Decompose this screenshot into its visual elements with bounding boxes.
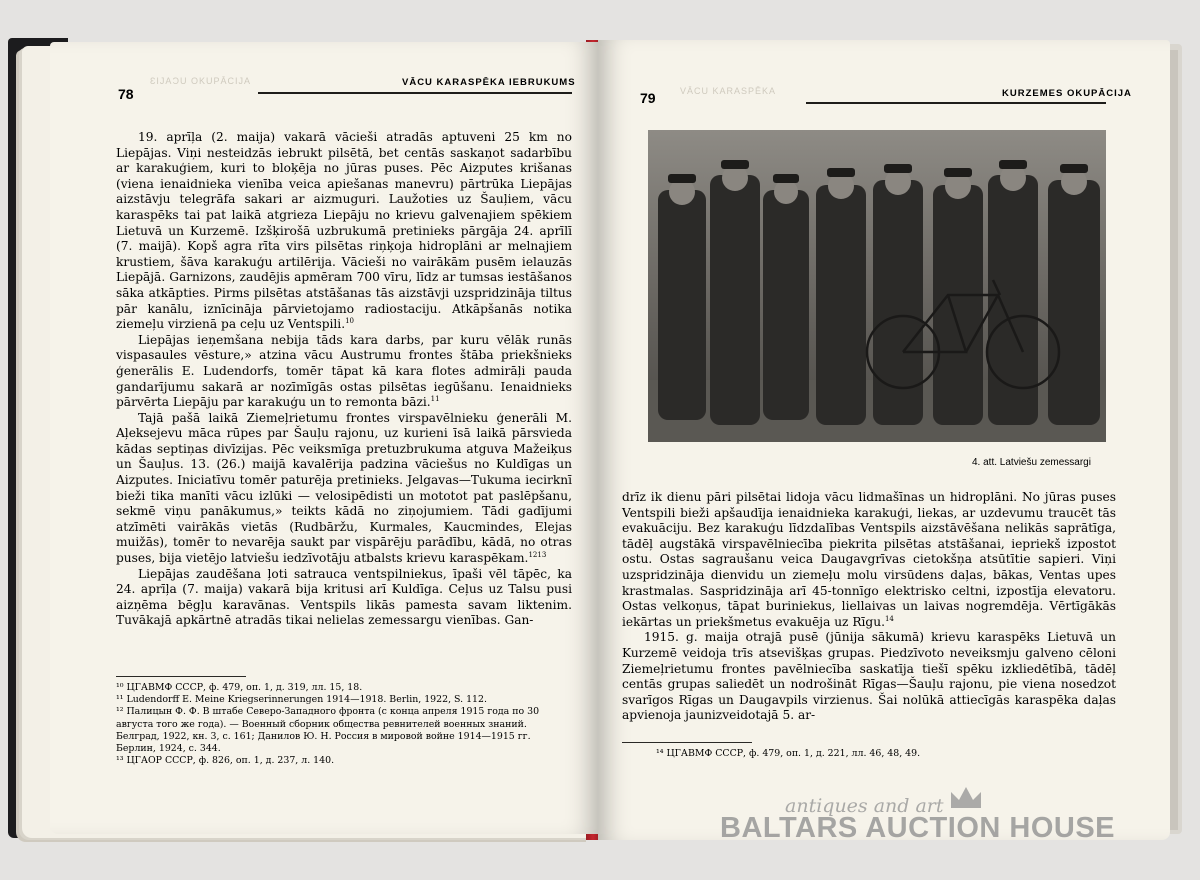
footnote: ¹⁰ ЦГАВМФ СССР, ф. 479, оп. 1, д. 319, лл. 15, 18. bbox=[116, 682, 363, 693]
show-through-text: VĀCU KARASPĒKA bbox=[680, 86, 777, 96]
left-running-title: VĀCU KARASPĒKA IEBRUKUMS bbox=[402, 77, 576, 88]
right-running-title: KURZEMES OKUPĀCIJA bbox=[1002, 88, 1132, 99]
footnote: ¹¹ Ludendorff E. Meine Kriegserinnerungen 1914—1918. Berlin, 1922, S. 112. bbox=[116, 694, 487, 706]
footnote-rule bbox=[622, 742, 752, 743]
figure-photo-soldiers bbox=[648, 130, 1106, 442]
footnote: ¹³ ЦГАОР СССР, ф. 826, оп. 1, д. 237, л. 140. bbox=[116, 755, 335, 767]
show-through-text: ƐIJAƆU OKUPĀCIJA bbox=[150, 76, 251, 86]
paragraph: 1915. g. maija otrajā pusē (jūnija sākumā) krievu karaspēks Lietuvā un Kurzemē veidoja trīs atsevišķas grupas. Piedzīvoto neveiksmju galveno cēloni Ziemeļrietumu frontes pavēlniecība saskatīja tiešī spēku izkliedētībā, tādēļ centās grupas saliedēt un nodrošināt Rīgas—Šauļu rajonu, pie viena nosedzot svarīgos Rīgas un Daugavpils virzienus. Šai nolūkā attiecīgās karaspēka daļas apvienoja jaunizveidotajā 5. ar- bbox=[622, 630, 1116, 723]
paragraph: Tajā pašā laikā Ziemeļrietumu frontes virspavēlnieku ģenerāli M. Aļeksejevu māca rūpes par Šauļu rajonu, uz kurieni īsā laikā pārsvieda kādas septiņas divīzijas. Pēc veiksmīga pretuzbrukuma atguva Mažeiķus un Šauļus. 13. (26.) maijā kavalērija padzina vāciešus no Kuldīgas un Aizputes. Iniciatīvu tomēr paturēja pretinieks. Jelgavas—Tukuma iecirknī bieži tika manīti vācu izlūki — velosipēdisti un mototot pat paslēpšanu, sekmē viņu panākumus,» teikts kādā no ziņojumiem. Tādi gadījumi atzīmēti vairākās vietās (Rudbāržu, Kurmales, Kaucmindes, Elejas muižās), tomēr to nevarēja saukt par vispārēju parādību, kādā, no otras puses, bija vietējo latviešu iedzīvotāju atbalsts krievu karaspēkam.$^{1213}$ bbox=[116, 410, 572, 566]
left-header-rule bbox=[258, 92, 572, 94]
left-page-number: 78 bbox=[118, 86, 134, 102]
footnote-rule bbox=[116, 676, 246, 677]
watermark-subtitle: antiques and art bbox=[785, 795, 944, 817]
footnote: ¹⁴ ЦГАВМФ СССР, ф. 479, оп. 1, д. 221, лл. 46, 48, 49. bbox=[656, 748, 921, 759]
figure-caption: 4. att. Latviešu zemessargi bbox=[972, 457, 1091, 468]
crown-icon bbox=[948, 784, 984, 810]
left-footnotes bbox=[116, 682, 572, 767]
right-footnotes bbox=[656, 748, 1096, 760]
left-body-text bbox=[116, 130, 572, 629]
paragraph: 19. aprīļa (2. maija) vakarā vācieši atradās aptuveni 25 km no Liepājas. Viņi nesteidzās iebrukt pilsētā, bet centās saskaņot sadarbību ar karakuģiem, kuri to bloķēja no jūras puses. Pēc Aizputes krišanas (viena ienaidnieka vienība veica apiešanas manevru) pārtrūka Liepājas aizstāvju telegrāfa sakari ar aizmuguri. Laužoties uz Šauļiem, vācu karaspēks tai pat laikā atgrieza Liepāju no krievu galvenajiem spēkiem Lietuvā un Kurzemē. Izšķirošā uzbrukumā pretinieks pārgāja 24. aprīlī (7. maijā). Kopš agra rīta virs pilsētas riņķoja hidroplāni ar melnajiem krustiem, šāva karakuģu artilērija. Vācieši no vairākām pusēm ielauzās Liepājā. Garnizons, zaudējis apmēram 700 vīru, līdz ar tumsas iestāšanos sāka atkāpties. Pirms pilsētas atstāšanas tās aizstāvji uzspridzināja tiltus pār kanālu, iznīcināja pārvietojamo radiostaciju. Atkāpšanās notika ziemeļu virzienā pa ceļu uz Ventspili.$^{10}$ bbox=[116, 130, 572, 332]
paragraph: Liepājas zaudēšana ļoti satrauca ventspilniekus, īpaši vēl tāpēc, ka 24. aprīļa (7. maija) vakarā bija kritusi arī Kuldīga. Ceļus uz Talsu pusi aizņēma bēgļu karavānas. Ventspils likās pamesta savam liktenim. Tuvākajā apkārtnē atradās tikai nelielas zemessargu vienības. Gan- bbox=[116, 566, 572, 628]
right-page-number: 79 bbox=[640, 90, 656, 106]
footnote: ¹² Палицын Ф. Ф. В штабе Северо-Западного фронта (с конца апреля 1915 года по 30 августа того же года). — Военный сборник общества ревнителей военных знаний. Белград, 1922, кн. 3, с. 161; Данилов Ю. Н. Россия в мировой войне 1914—1915 гг. Берлин, 1924, с. 344. bbox=[116, 706, 540, 755]
right-body-text bbox=[622, 490, 1116, 724]
paragraph: Liepājas ieņemšana nebija tāds kara darbs, par kuru vēlāk runās vispasaules vēsture,» atzina vācu Austrumu frontes štāba priekšnieks ģenerālis E. Ludendorfs, tomēr tāpat kā kara flotes admirāļi pauda gandarījumu sakarā ar nozīmīgās ostas pilsētas iegūšanu. Ienaidnieks pārvērta Liepāju par karakuģu un to remonta bāzi.$^{11}$ bbox=[116, 332, 572, 410]
right-header-rule bbox=[806, 102, 1106, 104]
paragraph: drīz ik dienu pāri pilsētai lidoja vācu lidmašīnas un hidroplāni. No jūras puses Ventspili bieži apšaudīja ienaidnieka karakuģi, liekas, ar uzdevumu traucēt tās evakuāciju. Bez karakuģu līdzdalības Ventspils aizstāvēšana nelikās saprātīga, tādēļ augstākā virspavēlniecība piekrita pilsētas atstāšanai, iepriekš izpostot ostu. Ostas sagraušanu veica Daugavgrīvas cietokšņa atsūtītie sapieri. Viņi uzspridzināja dienvidu un ziemeļu molu virsūdens daļas, bākas, Ventas upes krastmalas. Saspridzināja arī 45-tonnīgo elektrisko celtni, izpostīja elevatoru. Ostas velkoņus, tāpat buriniekus, liellaivas un laivas nogremdēja. Vērtīgākās iekārtas un priekšmetus evakuēja uz Rīgu.$^{14}$ bbox=[622, 490, 1116, 629]
watermark-title: BALTARS AUCTION HOUSE bbox=[720, 812, 1116, 844]
